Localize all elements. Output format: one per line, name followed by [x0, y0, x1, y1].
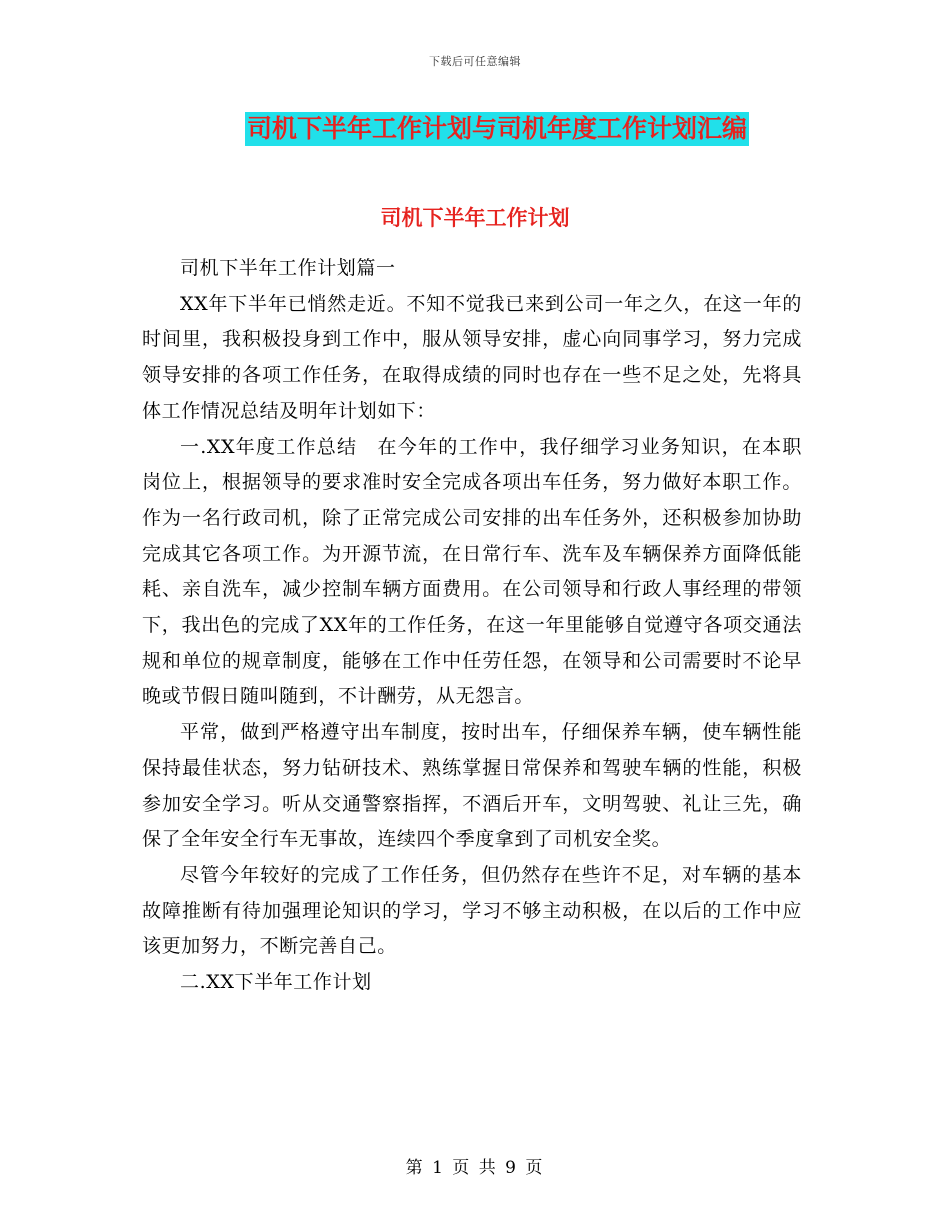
page-footer: 第 1 页 共 9 页 [405, 1158, 545, 1178]
section-title: 司机下半年工作计划 [380, 206, 570, 230]
paragraph-subtitle: 司机下半年工作计划篇一 [180, 257, 396, 279]
paragraph-heading: 二.XX下半年工作计划 [180, 971, 372, 994]
paragraph: 一.XX年度工作总结 在今年的工作中，我仔细学习业务知识，在本职岗位上，根据领导的要求准时安全完成各项出车任务，努力做好本职工作。作为一名行政司机，除了正常完成公司安排的出车任务外，还积极参加协助完成其它各项工作。为开源节流，在日常行车、洗车及车辆保养方面降低能耗、亲自洗车，减少控制车辆方面费用。在公司领导和行政人事经理的带领下，我出色的完成了XX年的工作任务，在这一年里能够自觉遵守各项交通法规和单位的规章制度，能够在工作中任劳任怨，在领导和公司需要时不论早晚或节假日随叫随到，不计酬劳，从无怨言。 [142, 435, 802, 708]
paragraph: 尽管今年较好的完成了工作任务，但仍然存在些许不足，对车辆的基本故障推断有待加强理论知识的学习，学习不够主动积极，在以后的工作中应该更加努力，不断完善自己。 [142, 863, 802, 958]
main-title: 司机下半年工作计划与司机年度工作计划汇编 [245, 112, 749, 146]
document-body [142, 251, 802, 1001]
main-title-container [0, 112, 950, 146]
paragraph: 平常，做到严格遵守出车制度，按时出车，仔细保养车辆，使车辆性能保持最佳状态，努力钻研技术、熟练掌握日常保养和驾驶车辆的性能，积极参加安全学习。听从交通警察指挥，不酒后开车，文明驾驶、礼让三先，确保了全年安全行车无事故，连续四个季度拿到了司机安全奖。 [142, 721, 802, 851]
header-note: 下载后可任意编辑 [429, 55, 521, 68]
paragraph: XX年下半年已悄然走近。不知不觉我已来到公司一年之久，在这一年的时间里，我积极投身到工作中，服从领导安排，虚心向同事学习，努力完成领导安排的各项工作任务，在取得成绩的同时也存在一些不足之处，先将具体工作情况总结及明年计划如下： [142, 292, 802, 422]
